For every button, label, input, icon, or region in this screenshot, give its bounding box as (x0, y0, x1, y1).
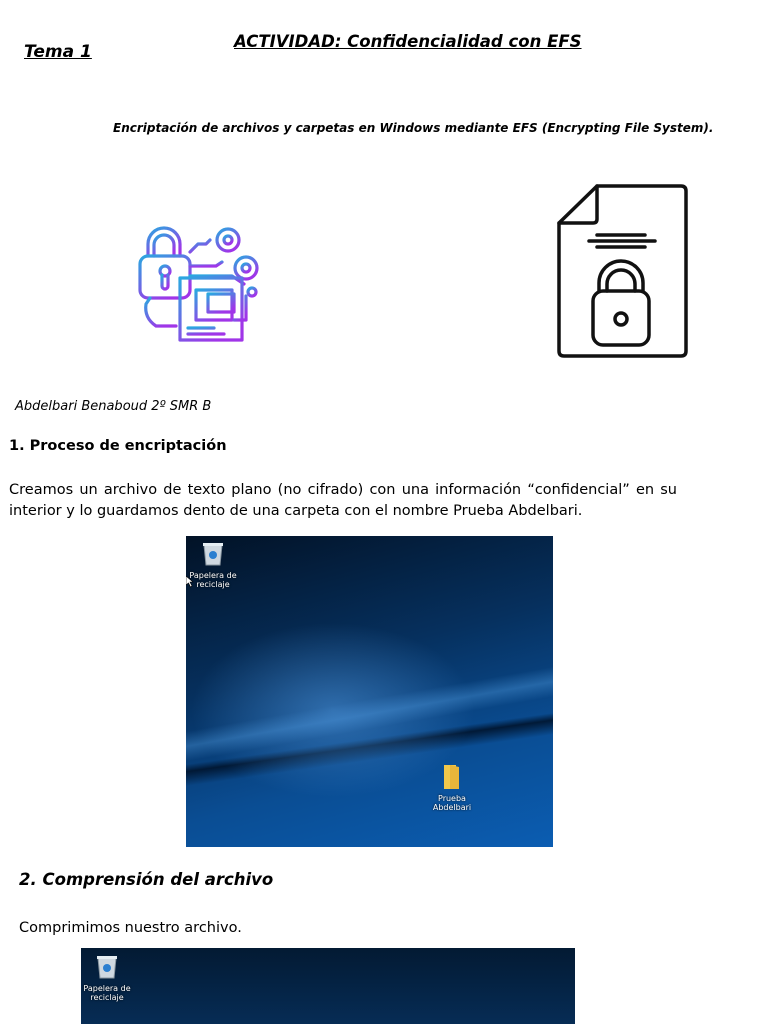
folder-shortcut (422, 764, 482, 812)
desktop-screenshot-2 (81, 948, 575, 1024)
author-line: Abdelbari Benaboud 2º SMR B (15, 399, 212, 414)
padlock-circuit-icon (136, 222, 264, 346)
recycle-bin-label: Papelera de reciclaje (189, 571, 237, 589)
page-title: ACTIVIDAD: Confidencialidad con EFS (234, 32, 582, 51)
desktop-screenshot-1 (186, 536, 553, 847)
section2-heading: 2. Comprensión del archivo (19, 870, 274, 889)
section1-heading: 1. Proceso de encriptación (9, 438, 227, 454)
recycle-bin-shortcut (81, 952, 137, 1002)
page-subtitle: Encriptación de archivos y carpetas en Windows mediante EFS (Encrypting File System). (113, 121, 714, 135)
recycle-bin-icon (94, 952, 120, 980)
tema-label: Tema 1 (24, 42, 92, 62)
folder-icon (441, 764, 463, 790)
recycle-bin-label: Papelera de reciclaje (83, 984, 131, 1002)
recycle-bin-icon (200, 539, 226, 567)
folder-label: Prueba Abdelbari (432, 794, 472, 812)
mouse-cursor-icon (186, 576, 194, 588)
locked-document-icon (555, 183, 691, 361)
recycle-bin-shortcut (186, 539, 243, 589)
section1-paragraph: Creamos un archivo de texto plano (no cifrado) con una información “confidencial” en su interior y lo guardamos dento de una carpeta con el nombre Prueba Abdelbari. (9, 482, 677, 519)
section2-paragraph: Comprimimos nuestro archivo. (19, 920, 242, 936)
